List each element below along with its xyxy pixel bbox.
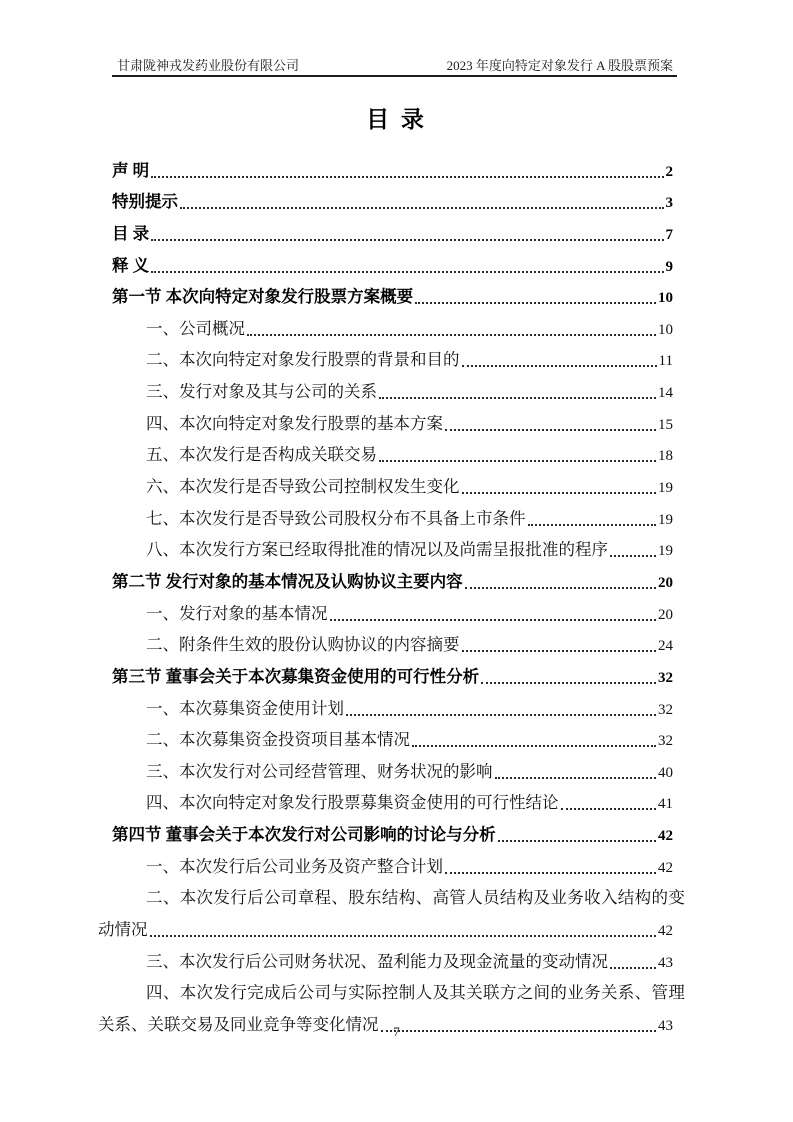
dotted-leader: [151, 271, 663, 273]
toc-entry-text: 特别提示: [112, 192, 178, 212]
toc-entry: [98, 407, 673, 439]
toc-page-number: 10: [658, 290, 673, 307]
dotted-leader: [462, 650, 657, 652]
toc-entry-text: 目 录: [112, 223, 150, 243]
dotted-leader: [346, 714, 656, 716]
toc-page-number: 19: [658, 480, 673, 497]
dotted-leader: [379, 397, 656, 399]
toc-page-number: 18: [658, 448, 673, 465]
toc-entry-text: 二、附条件生效的股份认购协议的内容摘要: [146, 635, 460, 655]
toc-page-number: 42: [658, 859, 673, 876]
dotted-leader: [610, 967, 656, 969]
toc-entry: [98, 724, 673, 756]
toc-page-number: 19: [658, 511, 673, 528]
toc-page-number: 11: [658, 353, 673, 370]
toc-entry-text: 三、本次发行对公司经营管理、财务状况的影响: [146, 761, 493, 781]
toc-entry-text: 动情况: [98, 920, 148, 940]
toc-entry-text: 二、本次募集资金投资项目基本情况: [146, 730, 410, 750]
header-divider: [112, 75, 677, 77]
toc-entry-text: 关系、关联交易及同业竞争等变化情况: [98, 1014, 379, 1034]
toc-entry: [98, 439, 673, 471]
dotted-leader: [445, 429, 656, 431]
toc-entry-text: 第三节 董事会关于本次募集资金使用的可行性分析: [112, 666, 480, 686]
toc-page-number: 3: [665, 195, 673, 212]
toc-page-title: 目 录: [366, 107, 427, 132]
dotted-leader: [528, 524, 657, 526]
toc-entry: [98, 565, 673, 597]
toc-page-number: 20: [658, 606, 673, 623]
toc-entry: [98, 660, 673, 692]
toc-page-number: 43: [658, 954, 673, 971]
toc-entry: [98, 312, 673, 344]
toc-entry: [98, 787, 673, 819]
toc-entry: [98, 217, 673, 249]
dotted-leader: [462, 365, 657, 367]
toc-entry-text: 释 义: [112, 255, 150, 275]
page-number: 7: [393, 1024, 400, 1039]
toc-page-number: 43: [658, 1017, 673, 1034]
toc-entry: [98, 913, 673, 945]
dotted-leader: [412, 745, 656, 747]
toc-entry: [98, 818, 673, 850]
toc-entry: [98, 597, 673, 629]
toc-entry-text: 一、公司概况: [146, 318, 245, 338]
page-header: [117, 55, 673, 74]
dotted-leader: [379, 460, 656, 462]
dotted-leader: [465, 587, 656, 589]
toc-entry: [98, 470, 673, 502]
dotted-leader: [561, 808, 657, 810]
toc-page-number: 42: [658, 828, 673, 845]
dotted-leader: [481, 682, 656, 684]
dotted-leader: [462, 492, 657, 494]
toc-page-number: 42: [658, 923, 673, 940]
toc-page-number: 40: [658, 764, 673, 781]
toc-page-number: 41: [658, 796, 673, 813]
toc-entry-text: 二、本次向特定对象发行股票的背景和目的: [146, 350, 460, 370]
header-doc-title: 2023 年度向特定对象发行 A 股股票预案: [446, 58, 673, 73]
toc-list: [98, 154, 686, 1040]
dotted-leader: [495, 777, 657, 779]
dotted-leader: [247, 334, 656, 336]
toc-page-number: 2: [665, 163, 673, 180]
toc-page-number: 10: [658, 321, 673, 338]
toc-entry: [98, 249, 673, 281]
dotted-leader: [151, 176, 663, 178]
toc-entry-text: 三、发行对象及其与公司的关系: [146, 382, 377, 402]
toc-entry: [98, 945, 673, 977]
toc-page-number: 20: [658, 574, 673, 591]
dotted-leader: [180, 207, 664, 209]
toc-entry: [98, 281, 673, 313]
toc-entry-text: 第一节 本次向特定对象发行股票方案概要: [112, 287, 414, 307]
toc-entry-text: 一、发行对象的基本情况: [146, 603, 328, 623]
toc-page-number: 19: [658, 543, 673, 560]
toc-entry: [98, 344, 673, 376]
toc-entry: [98, 882, 686, 914]
toc-entry-text: 八、本次发行方案已经取得批准的情况以及尚需呈报批准的程序: [146, 540, 608, 560]
toc-entry: [98, 186, 673, 218]
toc-entry-text: 三、本次发行后公司财务状况、盈利能力及现金流量的变动情况: [146, 951, 608, 971]
header-company-name: 甘肃陇神戎发药业股份有限公司: [117, 58, 300, 73]
dotted-leader: [151, 239, 663, 241]
toc-entry-text: 四、本次向特定对象发行股票的基本方案: [146, 413, 443, 433]
toc-entry-text: 七、本次发行是否导致公司股权分布不具备上市条件: [146, 508, 526, 528]
toc-page-number: 9: [665, 258, 673, 275]
toc-entry-text: 六、本次发行是否导致公司控制权发生变化: [146, 477, 460, 497]
toc-entry-text: 二、本次发行后公司章程、股东结构、高管人员结构及业务收入结构的变: [146, 888, 686, 908]
toc-entry: [98, 154, 673, 186]
toc-entry-text: 第四节 董事会关于本次发行对公司影响的讨论与分析: [112, 825, 496, 845]
toc-page-number: 32: [658, 701, 673, 718]
toc-page-number: 7: [665, 226, 673, 243]
toc-entry-text: 一、本次发行后公司业务及资产整合计划: [146, 856, 443, 876]
dotted-leader: [330, 619, 657, 621]
dotted-leader: [445, 872, 656, 874]
toc-page-number: 14: [658, 385, 673, 402]
toc-entry: [98, 629, 673, 661]
toc-entry-text: 四、本次向特定对象发行股票募集资金使用的可行性结论: [146, 793, 559, 813]
toc-entry-text: 四、本次发行完成后公司与实际控制人及其关联方之间的业务关系、管理: [146, 983, 686, 1003]
toc-entry: [98, 755, 673, 787]
toc-entry: [98, 850, 673, 882]
toc-page-number: 32: [658, 669, 673, 686]
dotted-leader: [415, 302, 656, 304]
dotted-leader: [498, 840, 656, 842]
dotted-leader: [610, 555, 656, 557]
toc-entry-text: 一、本次募集资金使用计划: [146, 698, 344, 718]
toc-page-number: 32: [658, 733, 673, 750]
toc-entry: [98, 502, 673, 534]
toc-entry-text: 声 明: [112, 160, 150, 180]
toc-entry: [98, 534, 673, 566]
toc-entry-text: 第二节 发行对象的基本情况及认购协议主要内容: [112, 571, 463, 591]
toc-entry: [98, 977, 686, 1009]
toc-page-number: 24: [658, 638, 673, 655]
page-footer: [0, 1024, 793, 1040]
toc-page-number: 15: [658, 416, 673, 433]
toc-entry-text: 五、本次发行是否构成关联交易: [146, 445, 377, 465]
dotted-leader: [150, 935, 657, 937]
toc-entry: [98, 692, 673, 724]
toc-entry: [98, 375, 673, 407]
